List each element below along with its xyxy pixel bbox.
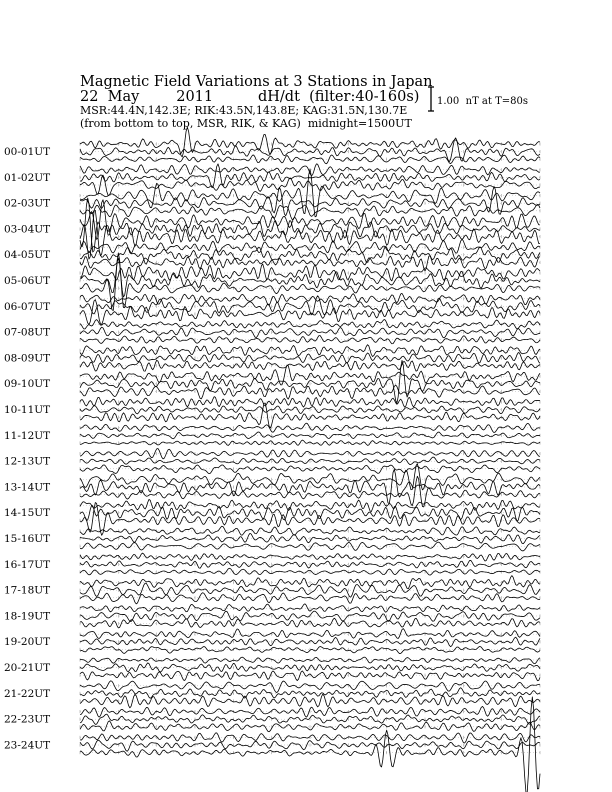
row-label-00-01UT: 00-01UT bbox=[4, 146, 51, 158]
row-label-12-13UT: 12-13UT bbox=[4, 455, 51, 468]
row-label-13-14UT: 13-14UT bbox=[4, 481, 51, 494]
row-label-04-05UT: 04-05UT bbox=[4, 249, 51, 262]
row-label-08-09UT: 08-09UT bbox=[4, 352, 51, 365]
row-label-22-23UT: 22-23UT bbox=[4, 713, 51, 726]
row-label-17-18UT: 17-18UT bbox=[4, 584, 51, 597]
row-label-06-07UT: 06-07UT bbox=[4, 300, 51, 313]
chart-quantity: dH/dt (filter:40-160s) bbox=[258, 89, 420, 105]
row-label-09-10UT: 09-10UT bbox=[4, 378, 51, 391]
chart-date: 22 May 2011 bbox=[80, 89, 214, 105]
scale-bar bbox=[428, 87, 434, 111]
station-order-note: (from bottom to top, MSR, RIK, & KAG) midnight=1500UT bbox=[80, 117, 412, 130]
row-label-14-15UT: 14-15UT bbox=[4, 507, 51, 520]
scale-bar-label: 1.00 nT at T=80s bbox=[437, 96, 528, 107]
row-label-23-24UT: 23-24UT bbox=[4, 739, 51, 752]
row-label-16-17UT: 16-17UT bbox=[4, 558, 51, 571]
row-label-07-08UT: 07-08UT bbox=[4, 326, 51, 339]
trace-KAG-06-07UT bbox=[80, 293, 540, 305]
chart-title: Magnetic Field Variations at 3 Stations in Japan bbox=[80, 74, 433, 90]
trace-KAG-20-21UT bbox=[80, 657, 540, 664]
stations-info: MSR:44.4N,142.3E; RIK:43.5N,143.8E; KAG:31.5N,130.7E bbox=[80, 104, 408, 117]
trace-RIK-03-04UT bbox=[80, 198, 540, 252]
row-label-11-12UT: 11-12UT bbox=[4, 429, 51, 442]
row-label-19-20UT: 19-20UT bbox=[4, 636, 51, 649]
row-label-21-22UT: 21-22UT bbox=[4, 687, 51, 700]
row-label-05-06UT: 05-06UT bbox=[4, 275, 51, 287]
row-label-03-04UT: 03-04UT bbox=[4, 223, 51, 236]
hour-rows bbox=[4, 127, 540, 792]
trace-KAG-10-11UT bbox=[80, 397, 540, 408]
row-label-20-21UT: 20-21UT bbox=[4, 662, 51, 674]
row-label-02-03UT: 02-03UT bbox=[4, 197, 51, 210]
trace-KAG-14-15UT bbox=[80, 499, 540, 511]
row-label-10-11UT: 10-11UT bbox=[4, 404, 51, 416]
trace-MSR-19-20UT bbox=[80, 646, 540, 653]
trace-KAG-03-04UT bbox=[80, 200, 540, 240]
row-label-01-02UT: 01-02UT bbox=[4, 171, 51, 184]
trace-MSR-03-04UT bbox=[80, 210, 540, 259]
trace-MSR-10-11UT bbox=[80, 403, 540, 428]
row-label-15-16UT: 15-16UT bbox=[4, 533, 51, 545]
row-label-18-19UT: 18-19UT bbox=[4, 610, 51, 623]
